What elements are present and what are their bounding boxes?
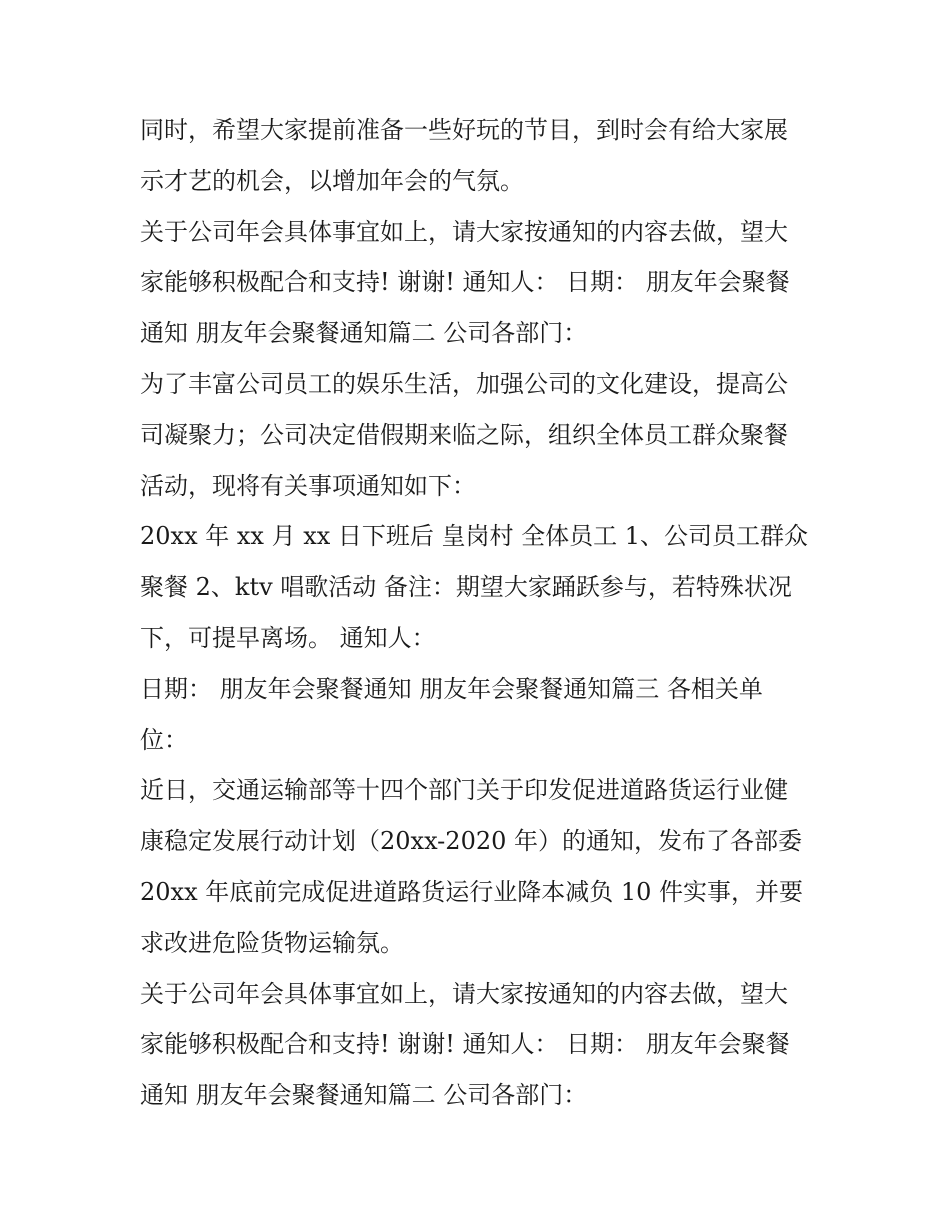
paragraph-7: 关于公司年会具体事宜如上，请大家按通知的内容去做，望大 家能够积极配合和支持! 谢谢! 通知人： 日期： 朋友年会聚餐 通知 朋友年会聚餐通知篇二 公司各部门：	[140, 979, 790, 1110]
paragraph-4: 20xx 年 xx 月 xx 日下班后 皇岗村 全体员工 1、公司员工群众 聚餐 2、ktv 唱歌活动 备注：期望大家踊跃参与，若特殊状况 下，可提早离场。 通知人：	[140, 522, 809, 652]
paragraph-5: 日期： 朋友年会聚餐通知 朋友年会聚餐通知篇三 各相关单 位：	[140, 674, 763, 754]
paragraph-2: 关于公司年会具体事宜如上，请大家按通知的内容去做，望大 家能够积极配合和支持! 谢谢! 通知人： 日期： 朋友年会聚餐 通知 朋友年会聚餐通知篇二 公司各部门：	[140, 217, 790, 348]
paragraph-1: 同时，希望大家提前准备一些好玩的节目，到时会有给大家展 示才艺的机会，以增加年会的气氛。	[140, 116, 788, 195]
paragraph-6: 近日，交通运输部等十四个部门关于印发促进道路货运行业健 康稳定发展行动计划（20xx-2020 年）的通知，发布了各部委 20xx 年底前完成促进道路货运行业降本减负 10 件实事，并要 求改进危险货物运输氛。	[140, 776, 804, 957]
document-body	[140, 105, 830, 1121]
paragraph-3: 为了丰富公司员工的娱乐生活，加强公司的文化建设，提高公 司凝聚力；公司决定借假期来临之际，组织全体员工群众聚餐 活动，现将有关事项通知如下：	[140, 369, 788, 500]
